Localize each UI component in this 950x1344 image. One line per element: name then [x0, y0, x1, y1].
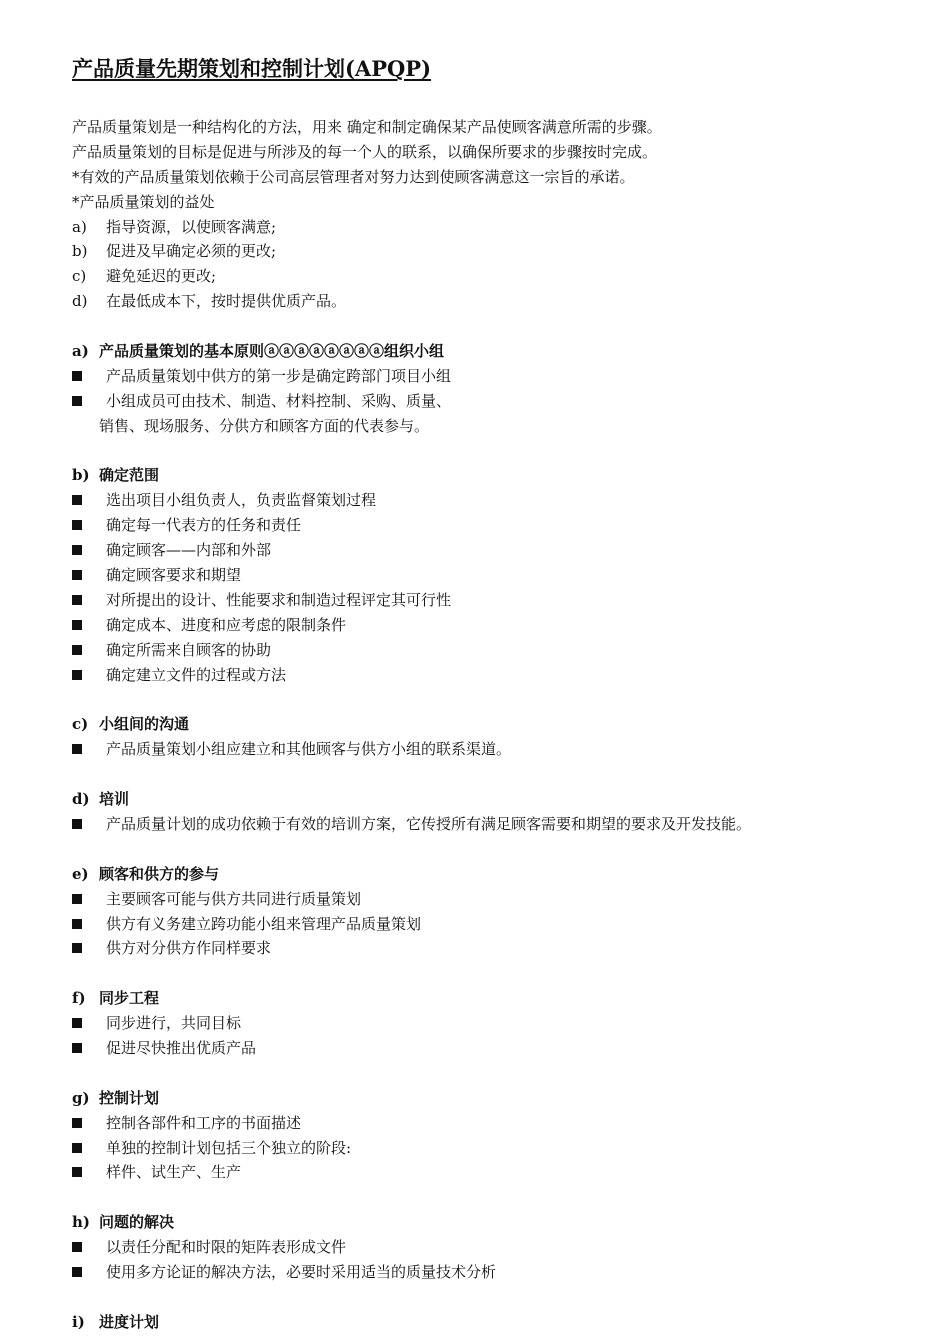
bullet-item — [72, 389, 912, 414]
bullet-text: 小组成员可由技术、制造、材料控制、采购、质量、 — [106, 391, 452, 410]
bullet-item — [72, 737, 912, 762]
section-title: 顾客和供方的参与 — [99, 864, 220, 883]
square-bullet-icon — [72, 1143, 82, 1153]
square-bullet-icon — [72, 1267, 82, 1277]
square-bullet-icon — [72, 819, 82, 829]
section-label: d) — [72, 790, 90, 809]
bullet-text: 使用多方论证的解决方法，必要时采用适当的质量技术分析 — [106, 1262, 497, 1281]
square-bullet-icon — [72, 744, 82, 754]
benefit-label: c) — [72, 267, 87, 286]
intro-line: *产品质量策划的益处 — [72, 192, 215, 211]
section-h — [72, 1210, 912, 1285]
benefit-text: 促进及早确定必须的更改; — [106, 242, 277, 261]
benefit-text: 指导资源，以使顾客满意; — [106, 217, 277, 236]
section-heading — [72, 787, 912, 812]
square-bullet-icon — [72, 1118, 82, 1128]
benefit-text: 在最低成本下，按时提供优质产品。 — [106, 292, 347, 311]
bullet-text: 确定建立文件的过程或方法 — [106, 665, 287, 684]
section-title: 进度计划 — [99, 1312, 160, 1331]
section-title: 培训 — [99, 790, 130, 809]
bullet-text: 对所提出的设计、性能要求和制造过程评定其可行性 — [106, 590, 452, 609]
square-bullet-icon — [72, 919, 82, 929]
section-e — [72, 862, 912, 962]
bullet-text: 确定成本、进度和应考虑的限制条件 — [106, 615, 347, 634]
section-label: b) — [72, 466, 90, 485]
bullet-item — [72, 364, 912, 389]
section-label: c) — [72, 715, 89, 734]
benefit-text: 避免延迟的更改; — [106, 267, 217, 286]
square-bullet-icon — [72, 1167, 82, 1177]
section-title: 控制计划 — [99, 1088, 160, 1107]
bullet-continuation: 销售、现场服务、分供方和顾客方面的代表参与。 — [99, 416, 430, 435]
section-c — [72, 712, 912, 762]
bullet-text: 产品质量计划的成功依赖于有效的培训方案，它传授所有满足顾客需要和期望的要求及开发技能。 — [106, 814, 752, 833]
bullet-text: 以责任分配和时限的矩阵表形成文件 — [106, 1238, 347, 1257]
square-bullet-icon — [72, 520, 82, 530]
square-bullet-icon — [72, 894, 82, 904]
intro-block — [72, 115, 912, 215]
bullet-text: 供方有义务建立跨功能小组来管理产品质量策划 — [106, 914, 422, 933]
square-bullet-icon — [72, 943, 82, 953]
bullet-item — [72, 1136, 912, 1161]
section-label: h) — [72, 1213, 91, 1232]
section-d — [72, 787, 912, 837]
benefit-label: b) — [72, 242, 88, 261]
benefits-list — [72, 215, 912, 315]
square-bullet-icon — [72, 1018, 82, 1028]
intro-line: 产品质量策划的目标是促进与所涉及的每一个人的联系，以确保所要求的步骤按时完成。 — [72, 142, 658, 161]
bullet-text: 产品质量策划中供方的第一步是确定跨部门项目小组 — [106, 366, 452, 385]
page-title: 产品质量先期策划和控制计划(APQP) — [72, 56, 432, 81]
bullet-text: 确定每一代表方的任务和责任 — [106, 516, 302, 535]
section-heading — [72, 1086, 912, 1111]
bullet-text: 同步进行，共同目标 — [106, 1014, 242, 1033]
bullet-item — [72, 812, 912, 837]
bullet-item — [72, 638, 912, 663]
section-title: 小组间的沟通 — [99, 715, 190, 734]
section-heading — [72, 463, 912, 488]
bullet-text: 确定顾客要求和期望 — [106, 566, 242, 585]
section-a — [72, 339, 912, 439]
section-title: 确定范围 — [99, 466, 160, 485]
section-b — [72, 463, 912, 687]
bullet-item — [72, 613, 912, 638]
square-bullet-icon — [72, 1043, 82, 1053]
section-heading — [72, 1310, 912, 1335]
section-heading — [72, 712, 912, 737]
square-bullet-icon — [72, 545, 82, 555]
section-title: 产品质量策划的基本原则ⓐⓐⓐⓐⓐⓐⓐⓐ组织小组 — [99, 342, 445, 361]
bullet-item — [72, 538, 912, 563]
square-bullet-icon — [72, 645, 82, 655]
square-bullet-icon — [72, 495, 82, 505]
section-label: i) — [72, 1312, 85, 1331]
bullet-item — [72, 1011, 912, 1036]
bullet-text: 促进尽快推出优质产品 — [106, 1038, 257, 1057]
benefit-item — [72, 264, 912, 289]
bullet-item — [72, 513, 912, 538]
section-f — [72, 986, 912, 1061]
bullet-item — [72, 563, 912, 588]
section-g — [72, 1086, 912, 1186]
bullet-text: 单独的控制计划包括三个独立的阶段: — [106, 1138, 352, 1157]
bullet-item — [72, 1235, 912, 1260]
bullet-item — [72, 1111, 912, 1136]
square-bullet-icon — [72, 670, 82, 680]
section-heading — [72, 1210, 912, 1235]
section-title: 同步工程 — [99, 989, 160, 1008]
benefit-item — [72, 239, 912, 264]
bullet-text: 选出项目小组负责人，负责监督策划过程 — [106, 491, 377, 510]
section-label: f) — [72, 989, 86, 1008]
bullet-text: 主要顾客可能与供方共同进行质量策划 — [106, 889, 362, 908]
section-heading — [72, 986, 912, 1011]
bullet-item — [72, 912, 912, 937]
bullet-item — [72, 1036, 912, 1061]
document-page — [72, 54, 912, 1335]
bullet-item — [72, 588, 912, 613]
section-heading — [72, 862, 912, 887]
section-i — [72, 1310, 912, 1335]
square-bullet-icon — [72, 570, 82, 580]
section-title: 问题的解决 — [99, 1213, 175, 1232]
bullet-text: 样件、试生产、生产 — [106, 1163, 242, 1182]
bullet-text: 供方对分供方作同样要求 — [106, 939, 272, 958]
bullet-item — [72, 936, 912, 961]
square-bullet-icon — [72, 620, 82, 630]
square-bullet-icon — [72, 396, 82, 406]
bullet-item — [72, 1260, 912, 1285]
bullet-item — [72, 488, 912, 513]
benefit-item — [72, 289, 912, 314]
bullet-text: 产品质量策划小组应建立和其他顾客与供方小组的联系渠道。 — [106, 740, 512, 759]
section-label: e) — [72, 864, 89, 883]
bullet-text: 控制各部件和工序的书面描述 — [106, 1113, 302, 1132]
bullet-text: 确定所需来自顾客的协助 — [106, 640, 272, 659]
bullet-item — [72, 663, 912, 688]
square-bullet-icon — [72, 595, 82, 605]
intro-line: *有效的产品质量策划依赖于公司高层管理者对努力达到使顾客满意这一宗旨的承诺。 — [72, 167, 635, 186]
section-label: g) — [72, 1088, 90, 1107]
bullet-item — [72, 887, 912, 912]
square-bullet-icon — [72, 371, 82, 381]
section-heading — [72, 339, 912, 364]
bullet-item — [72, 1160, 912, 1185]
section-label: a) — [72, 342, 89, 361]
benefit-label: a) — [72, 217, 87, 236]
intro-line: 产品质量策划是一种结构化的方法，用来 确定和制定确保某产品使顾客满意所需的步骤。 — [72, 118, 662, 136]
bullet-text: 确定顾客——内部和外部 — [106, 541, 272, 560]
benefit-label: d) — [72, 292, 88, 311]
benefit-item — [72, 215, 912, 240]
square-bullet-icon — [72, 1242, 82, 1252]
